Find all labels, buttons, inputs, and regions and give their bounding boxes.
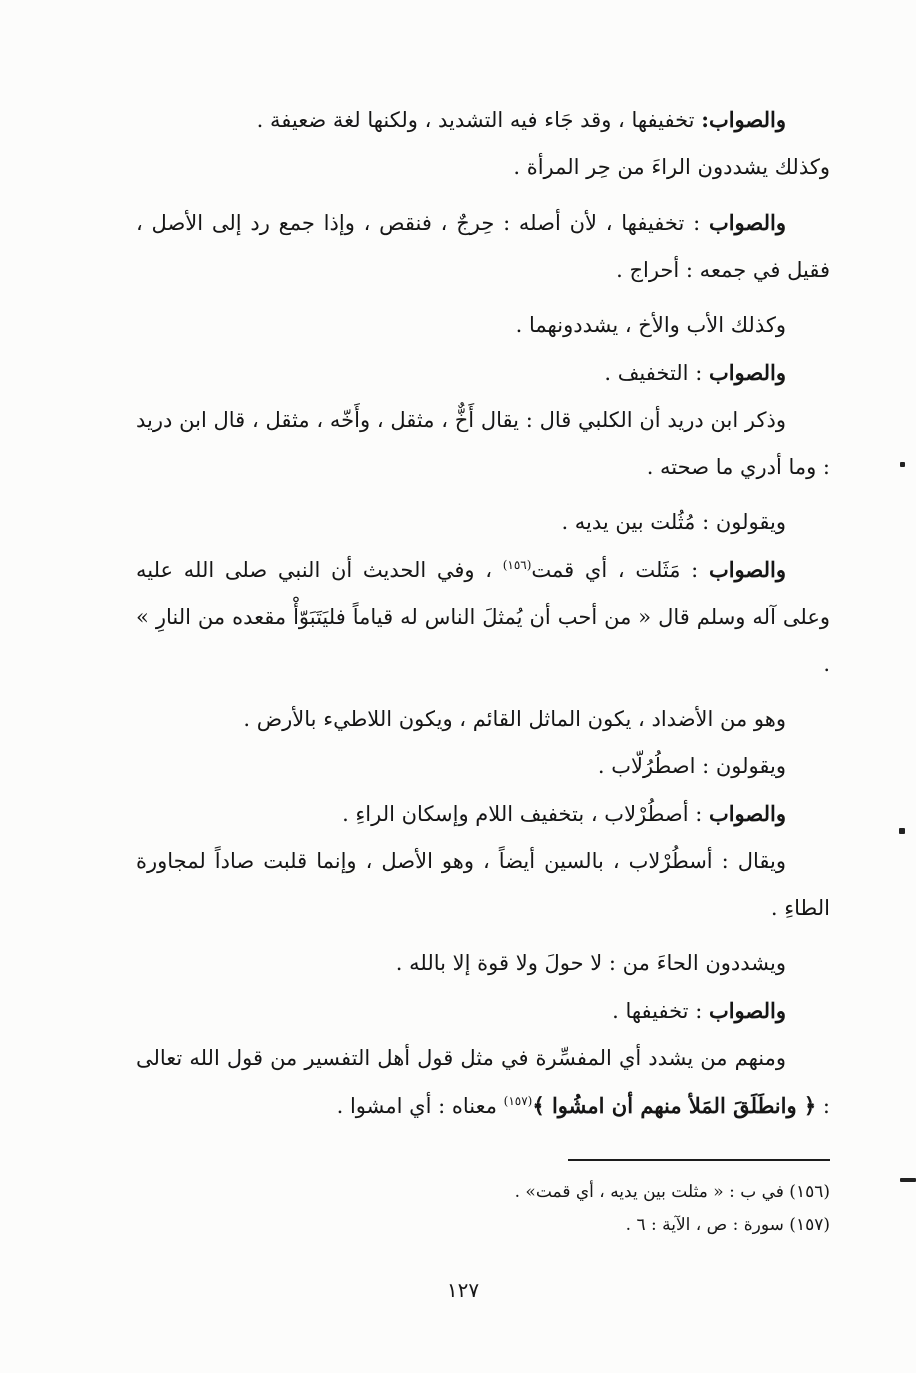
paragraph-text-tail: معناه : أي امشوا . [336,1094,504,1118]
footnote-156: (١٥٦) في ب : « مثلت بين يديه ، أي قمت» . [514,1182,830,1202]
footnote-divider [568,1159,830,1161]
paragraph-text: ويقولون : اصطُرُلّاب . [597,754,786,778]
paragraph-15 [136,1035,830,1130]
paragraph-5 [136,349,830,397]
paragraph-8 [136,546,830,688]
scan-mark [900,1178,916,1182]
paragraph-text: ويقولون : مُثُلت بين يديه . [561,510,786,534]
paragraph-13 [136,940,830,987]
paragraph-text-tail: ، وفي الحديث أن النبي صلى الله عليه وعلى آله وسلم قال « من أحب أن يُمثلَ الناس له قياماً فليَتَبَوّأْ مقعده من النارِ » . [136,558,830,676]
paragraph-text: ويشددون الحاءَ من : لا حولَ ولا قوة إلا بالله . [395,951,786,975]
page-number: ١٢٧ [446,1278,480,1302]
paragraph-6 [136,397,830,491]
paragraph-text: : تخفيفها . [612,999,709,1023]
lead-word: والصواب [708,801,786,826]
scan-mark [900,462,905,467]
paragraph-text: تخفيفها ، وقد جَاء فيه التشديد ، ولكنها لغة ضعيفة . [256,108,702,132]
paragraph-text: وكذلك الأب والأخ ، يشددونهما . [515,313,786,337]
scan-mark [899,828,905,834]
main-text [136,96,830,1130]
paragraph-1 [136,96,830,144]
paragraph-text: : مَثَلت ، أي قمت [531,558,709,582]
footnote-157: (١٥٧) سورة : ص ، الآية : ٦ . [625,1215,830,1235]
paragraph-text: : التخفيف . [604,361,709,385]
paragraph-text: ويقال : أسطُرْلاب ، بالسين أيضاً ، وهو الأصل ، وإنما قلبت صاداً لمجاورة الطاءِ . [136,849,830,920]
paragraph-text: وذكر ابن دريد أن الكلبي قال : يقال أَخٌّ ، مثقل ، وأَخّه ، مثقل ، قال ابن دريد : وما أدري ما صحته . [136,408,830,479]
paragraph-text: وهو من الأضداد ، يكون الماثل القائم ، ويكون اللاطيء بالأرض . [243,707,786,731]
footnotes [300,1176,830,1242]
paragraph-text: : أصطُرْلاب ، بتخفيف اللام وإسكان الراءِ . [342,802,709,826]
paragraph-text: ومنهم من يشدد أي المفسِّرة في مثل قول أهل التفسير من قول الله تعالى : [136,1046,830,1118]
paragraph-2 [136,144,830,191]
paragraph-3 [136,199,830,294]
paragraph-12 [136,838,830,932]
paragraph-7 [136,499,830,546]
paragraph-11 [136,790,830,838]
lead-word: والصواب [708,360,786,385]
lead-word: والصواب [708,998,786,1023]
paragraph-9 [136,696,830,743]
quran-verse: ﴿ وانطَلَقَ المَلأ منهم أن امشُوا ﴾ [532,1093,817,1118]
paragraph-14 [136,987,830,1035]
paragraph-10 [136,743,830,790]
lead-word: والصواب [708,557,786,582]
paragraph-text: : تخفيفها ، لأن أصله : حِرجٌ ، فنقص ، وإذا جمع رد إلى الأصل ، فقيل في جمعه : أحراج . [136,211,830,282]
paragraph-4 [136,302,830,349]
footnote-ref-156[interactable]: (١٥٦) [502,558,532,572]
footnote-ref-157[interactable]: (١٥٧) [503,1094,533,1108]
lead-word: والصواب [708,210,786,235]
paragraph-text: وكذلك يشددون الراءَ من حِر المرأة . [513,155,830,179]
lead-word: والصواب: [701,107,786,132]
